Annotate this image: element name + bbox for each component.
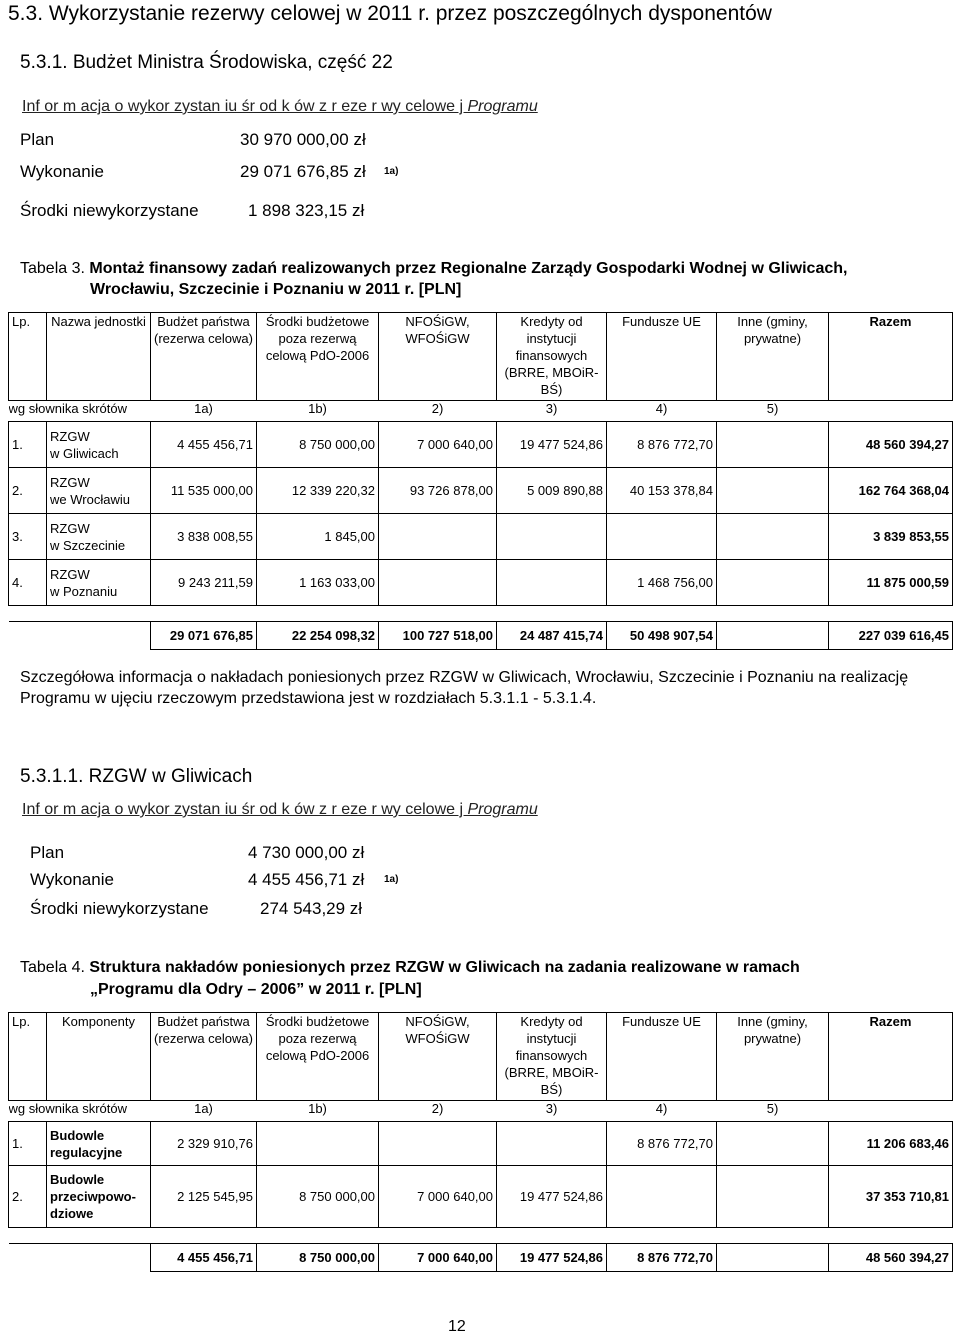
table-row bbox=[9, 1166, 953, 1228]
cell: 2 329 910,76 bbox=[151, 1122, 257, 1166]
total-cell bbox=[717, 622, 829, 650]
table3-totals-row bbox=[9, 622, 953, 650]
col-other: Inne (gminy, prywatne) bbox=[717, 1013, 829, 1101]
totals-blank bbox=[9, 622, 151, 650]
total-cell: 29 071 676,85 bbox=[151, 622, 257, 650]
col-total: Razem bbox=[829, 1013, 953, 1101]
row-name: RZGW we Wrocławiu bbox=[47, 468, 151, 514]
cell: 4 455 456,71 bbox=[151, 422, 257, 468]
key: 1a) bbox=[194, 1101, 213, 1116]
col-eu: Fundusze UE bbox=[607, 1013, 717, 1101]
table-row bbox=[9, 514, 953, 560]
cell bbox=[717, 514, 829, 560]
subsubsection-title: 5.3.1.1. RZGW w Gliwicach bbox=[20, 766, 253, 787]
info-line: Inf or m acja o wykor zystan iu śr od k ów z r eze r wy celowe j Programu bbox=[22, 98, 538, 115]
total-cell: 100 727 518,00 bbox=[379, 622, 497, 650]
col-nfos: NFOŚiGW, WFOŚiGW bbox=[379, 1013, 497, 1101]
key bbox=[829, 401, 953, 422]
cell-total: 48 560 394,27 bbox=[829, 422, 953, 468]
table-row bbox=[9, 422, 953, 468]
table4-totals-row bbox=[9, 1244, 953, 1272]
spacer bbox=[9, 1228, 953, 1244]
table-row bbox=[9, 1122, 953, 1166]
col-total: Razem bbox=[829, 313, 953, 401]
row-lp: 3. bbox=[9, 514, 47, 560]
col-budget-outside: Środki budżetowe poza rezerwą celową PdO-2006 bbox=[257, 1013, 379, 1101]
cell-total: 11 875 000,59 bbox=[829, 560, 953, 606]
cell-total: 3 839 853,55 bbox=[829, 514, 953, 560]
total-cell: 22 254 098,32 bbox=[257, 622, 379, 650]
cell bbox=[379, 514, 497, 560]
table3 bbox=[8, 312, 953, 650]
cell: 8 750 000,00 bbox=[257, 1166, 379, 1228]
row-lp: 1. bbox=[9, 422, 47, 468]
cell bbox=[717, 560, 829, 606]
exec-value: 29 071 676,85 zł bbox=[240, 162, 366, 181]
row-name: RZGW w Gliwicach bbox=[47, 422, 151, 468]
row-lp: 1. bbox=[9, 1122, 47, 1166]
cell bbox=[717, 422, 829, 468]
key: 4) bbox=[655, 1101, 668, 1116]
col-components: Komponenty bbox=[47, 1013, 151, 1101]
grand-total: 48 560 394,27 bbox=[829, 1244, 953, 1272]
table-row bbox=[9, 560, 953, 606]
plan-value: 4 730 000,00 zł bbox=[248, 843, 365, 862]
table4 bbox=[8, 1012, 953, 1272]
cell bbox=[379, 1122, 497, 1166]
paragraph-line-1: Szczegółowa informacja o nakładach poniesionych przez RZGW w Gliwicach, Wrocławiu, Szczecinie i Poznaniu na realizację bbox=[20, 669, 909, 686]
col-lp: Lp. bbox=[9, 313, 47, 401]
cell-total: 11 206 683,46 bbox=[829, 1122, 953, 1166]
subsection-title: 5.3.1. Budżet Ministra Środowiska, część 22 bbox=[20, 52, 393, 73]
cell: 8 876 772,70 bbox=[607, 422, 717, 468]
cell: 2 125 545,95 bbox=[151, 1166, 257, 1228]
table3-header-row bbox=[9, 313, 953, 401]
col-eu: Fundusze UE bbox=[607, 313, 717, 401]
exec-note: 1a) bbox=[384, 874, 399, 885]
table3-caption: Tabela 3. Montaż finansowy zadań realizowanych przez Regionalne Zarządy Gospodarki Wodnej w Gliwicach, bbox=[20, 260, 848, 277]
row-name: Budowle przeciwpowo- dziowe bbox=[47, 1166, 151, 1228]
plan-label: Plan bbox=[30, 843, 65, 862]
key-label: wg słownika skrótów bbox=[8, 1101, 127, 1116]
plan-value: 30 970 000,00 zł bbox=[240, 130, 366, 149]
unused-value: 1 898 323,15 zł bbox=[248, 201, 365, 220]
col-budget: Budżet państwa (rezerwa celowa) bbox=[151, 1013, 257, 1101]
grand-total: 227 039 616,45 bbox=[829, 622, 953, 650]
table3-caption-line2: Wrocławiu, Szczecinie i Poznaniu w 2011 r. [PLN] bbox=[90, 281, 462, 298]
exec-value: 4 455 456,71 zł bbox=[248, 870, 365, 889]
cell bbox=[257, 1122, 379, 1166]
cell bbox=[497, 1122, 607, 1166]
cell-total: 162 764 368,04 bbox=[829, 468, 953, 514]
row-name: Budowle regulacyjne bbox=[47, 1122, 151, 1166]
cell: 8 876 772,70 bbox=[607, 1122, 717, 1166]
table4-caption: Tabela 4. Struktura nakładów poniesionych przez RZGW w Gliwicach na zadania realizowane w ramach bbox=[20, 959, 800, 976]
cell bbox=[717, 1166, 829, 1228]
col-credits: Kredyty od instytucji finansowych (BRRE, MBOiR-BŚ) bbox=[497, 1013, 607, 1101]
cell: 7 000 640,00 bbox=[379, 422, 497, 468]
cell bbox=[607, 514, 717, 560]
total-cell: 4 455 456,71 bbox=[151, 1244, 257, 1272]
cell-total: 37 353 710,81 bbox=[829, 1166, 953, 1228]
col-budget-outside: Środki budżetowe poza rezerwą celową PdO-2006 bbox=[257, 313, 379, 401]
plan-label: Plan bbox=[20, 130, 55, 149]
cell: 19 477 524,86 bbox=[497, 1166, 607, 1228]
cell bbox=[379, 560, 497, 606]
cell: 3 838 008,55 bbox=[151, 514, 257, 560]
table4-key-row bbox=[9, 1101, 953, 1122]
table3-key-row bbox=[9, 401, 953, 422]
cell: 5 009 890,88 bbox=[497, 468, 607, 514]
cell: 9 243 211,59 bbox=[151, 560, 257, 606]
unused-label: Środki niewykorzystane bbox=[30, 899, 209, 918]
spacer bbox=[9, 606, 953, 622]
key: 1b) bbox=[308, 401, 327, 416]
table-spacer-row bbox=[9, 1228, 953, 1244]
cell: 19 477 524,86 bbox=[497, 422, 607, 468]
cell: 8 750 000,00 bbox=[257, 422, 379, 468]
cell: 93 726 878,00 bbox=[379, 468, 497, 514]
cell bbox=[497, 514, 607, 560]
cell: 11 535 000,00 bbox=[151, 468, 257, 514]
totals-blank bbox=[9, 1244, 151, 1272]
key bbox=[829, 1101, 953, 1122]
col-nfos: NFOŚiGW, WFOŚiGW bbox=[379, 313, 497, 401]
row-lp: 2. bbox=[9, 468, 47, 514]
key-label: wg słownika skrótów bbox=[8, 401, 127, 416]
cell bbox=[607, 1166, 717, 1228]
col-name: Nazwa jednostki bbox=[47, 313, 151, 401]
key: 2) bbox=[431, 401, 444, 416]
unused-value: 274 543,29 zł bbox=[260, 899, 363, 918]
row-lp: 2. bbox=[9, 1166, 47, 1228]
total-cell: 7 000 640,00 bbox=[379, 1244, 497, 1272]
col-credits: Kredyty od instytucji finansowych (BRRE, MBOiR-BŚ) bbox=[497, 313, 607, 401]
table4-header-row bbox=[9, 1013, 953, 1101]
cell bbox=[717, 468, 829, 514]
col-budget: Budżet państwa (rezerwa celowa) bbox=[151, 313, 257, 401]
cell: 1 163 033,00 bbox=[257, 560, 379, 606]
table-spacer-row bbox=[9, 606, 953, 622]
total-cell: 19 477 524,86 bbox=[497, 1244, 607, 1272]
exec-note: 1a) bbox=[384, 166, 399, 177]
paragraph-line-2: Programu w ujęciu rzeczowym przedstawiona jest w rozdziałach 5.3.1.1 - 5.3.1.4. bbox=[20, 690, 597, 707]
cell bbox=[717, 1122, 829, 1166]
key: 1a) bbox=[194, 401, 213, 416]
key: 3) bbox=[545, 1101, 558, 1116]
row-lp: 4. bbox=[9, 560, 47, 606]
total-cell bbox=[717, 1244, 829, 1272]
total-cell: 24 487 415,74 bbox=[497, 622, 607, 650]
key: 5) bbox=[766, 1101, 779, 1116]
col-lp: Lp. bbox=[9, 1013, 47, 1101]
row-name: RZGW w Szczecinie bbox=[47, 514, 151, 560]
table-row bbox=[9, 468, 953, 514]
key: 5) bbox=[766, 401, 779, 416]
total-cell: 8 750 000,00 bbox=[257, 1244, 379, 1272]
exec-label: Wykonanie bbox=[30, 870, 114, 889]
row-name: RZGW w Poznaniu bbox=[47, 560, 151, 606]
section-title: 5.3. Wykorzystanie rezerwy celowej w 2011 r. przez poszczególnych dysponentów bbox=[8, 2, 772, 25]
page-number: 12 bbox=[448, 1318, 466, 1335]
cell: 1 845,00 bbox=[257, 514, 379, 560]
unused-label: Środki niewykorzystane bbox=[20, 201, 199, 220]
total-cell: 50 498 907,54 bbox=[607, 622, 717, 650]
exec-label: Wykonanie bbox=[20, 162, 104, 181]
col-other: Inne (gminy, prywatne) bbox=[717, 313, 829, 401]
total-cell: 8 876 772,70 bbox=[607, 1244, 717, 1272]
key: 3) bbox=[545, 401, 558, 416]
cell: 1 468 756,00 bbox=[607, 560, 717, 606]
info-line: Inf or m acja o wykor zystan iu śr od k ów z r eze r wy celowe j Programu bbox=[22, 801, 538, 818]
key: 4) bbox=[655, 401, 668, 416]
table4-caption-line2: „Programu dla Odry – 2006” w 2011 r. [PLN] bbox=[90, 981, 422, 998]
cell: 12 339 220,32 bbox=[257, 468, 379, 514]
cell: 7 000 640,00 bbox=[379, 1166, 497, 1228]
key: 2) bbox=[431, 1101, 444, 1116]
cell bbox=[497, 560, 607, 606]
key: 1b) bbox=[308, 1101, 327, 1116]
cell: 40 153 378,84 bbox=[607, 468, 717, 514]
